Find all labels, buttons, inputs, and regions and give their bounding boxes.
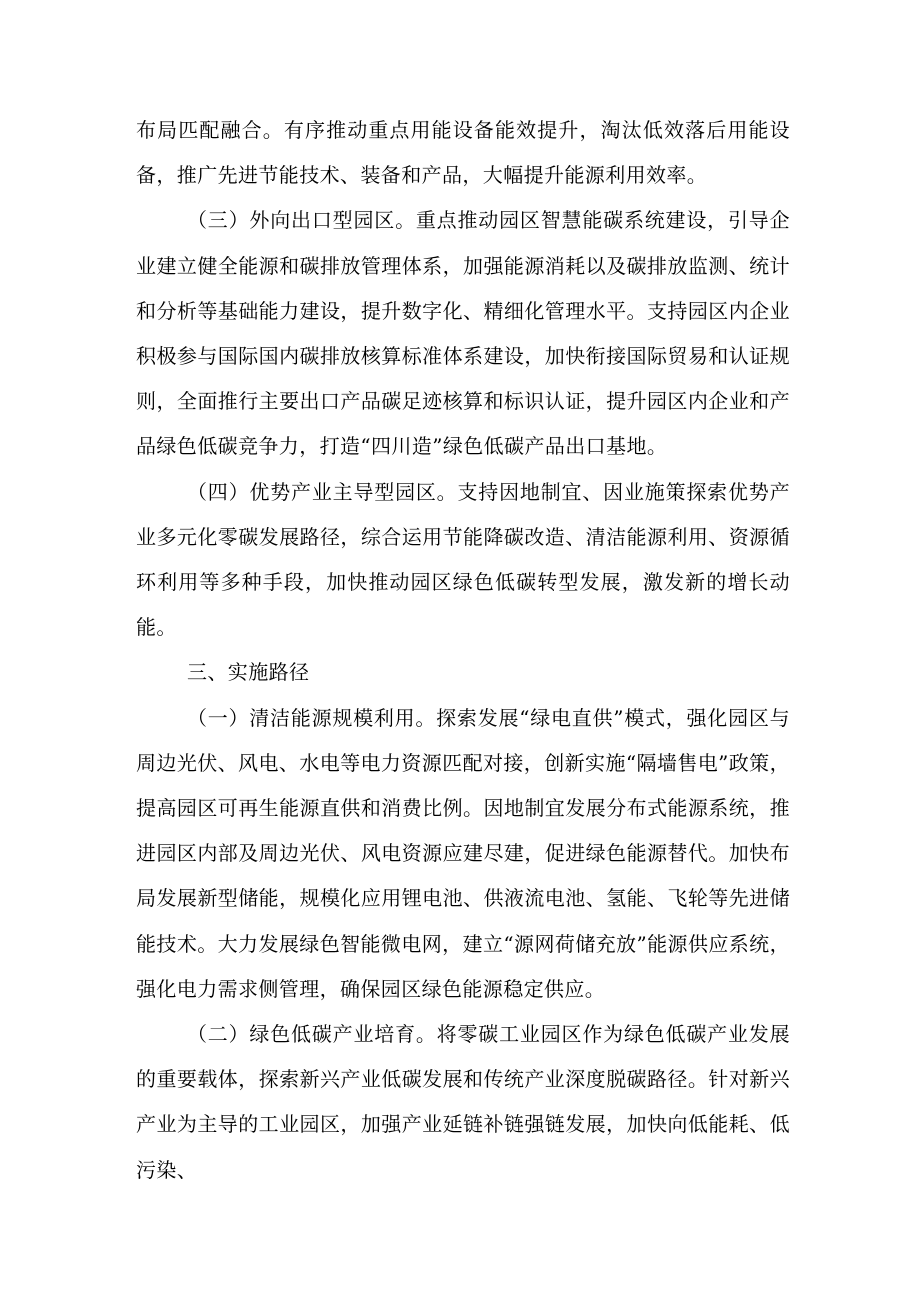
paragraph-clean-energy: （一）清洁能源规模利用。探索发展“绿电直供”模式，强化园区与周边光伏、风电、水电等电力资源匹配对接，创新实施“隔墙售电”政策，提高园区可再生能源直供和消费比例。因地制宜发展分布式能源系统，推进园区内部及周边光伏、风电资源应建尽建，促进绿色能源替代。加快布局发展新型储能，规模化应用锂电池、供液流电池、氢能、飞轮等先进储能技术。大力发展绿色智能微电网，建立“源网荷储充放”能源供应系统，强化电力需求侧管理，确保园区绿色能源稳定供应。 [136,705,790,1001]
paragraph-export-park: （三）外向出口型园区。重点推动园区智慧能碳系统建设，引导企业建立健全能源和碳排放管理体系，加强能源消耗以及碳排放监测、统计和分析等基础能力建设，提升数字化、精细化管理水平。支持园区内企业积极参与国际国内碳排放核算标准体系建设，加快衔接国际贸易和认证规则，全面推行主要出口产品碳足迹核算和标识认证，提升园区内企业和产品绿色低碳竞争力，打造“四川造”绿色低碳产品出口基地。 [136,208,790,459]
paragraph-green-industry: （二）绿色低碳产业培育。将零碳工业园区作为绿色低碳产业发展的重要载体，探索新兴产业低碳发展和传统产业深度脱碳路径。针对新兴产业为主导的工业园区，加强产业延链补链强链发展，加快向低能耗、低污染、 [136,1022,790,1182]
section-heading-implementation-path: 三、实施路径 [187,660,310,685]
document-body [136,108,790,1193]
paragraph-continued: 布局匹配融合。有序推动重点用能设备能效提升，淘汰低效落后用能设备，推广先进节能技术、装备和产品，大幅提升能源利用效率。 [136,118,790,188]
paragraph-dominant-industry-park: （四）优势产业主导型园区。支持因地制宜、因业施策探索优势产业多元化零碳发展路径，综合运用节能降碳改造、清洁能源利用、资源循环利用等多种手段，加快推动园区绿色低碳转型发展，激发新的增长动能。 [136,479,790,640]
